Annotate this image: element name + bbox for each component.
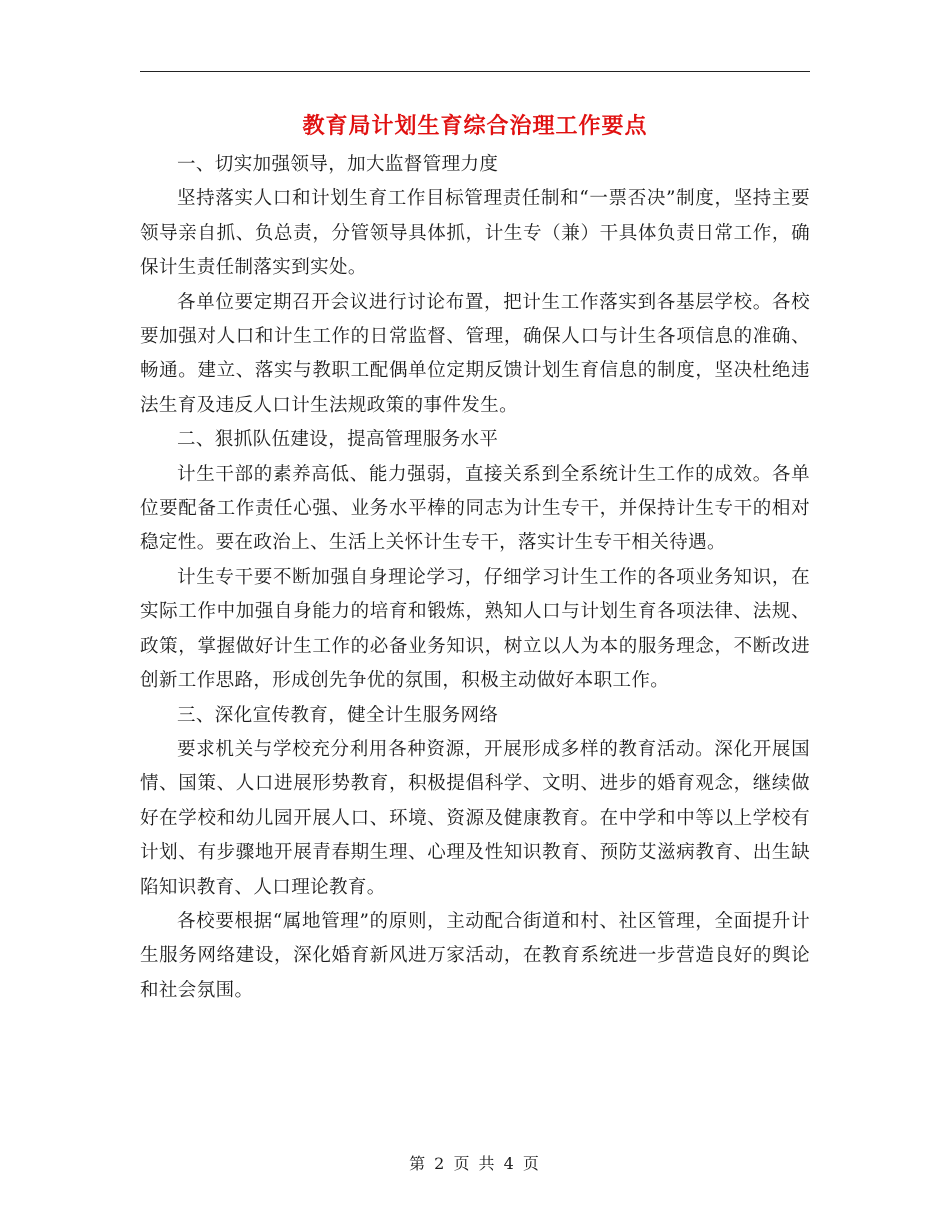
paragraph: 计生专干要不断加强自身理论学习，仔细学习计生工作的各项业务知识，在实际工作中加强自身能力的培育和锻炼，熟知人口与计划生育各项法律、法规、政策，掌握做好计生工作的必备业务知识，树立以人为本的服务理念，不断改进创新工作思路，形成创先争优的氛围，积极主动做好本职工作。 xyxy=(140,566,810,692)
paragraph: 要求机关与学校充分利用各种资源，开展形成多样的教育活动。深化开展国情、国策、人口进展形势教育，积极提倡科学、文明、进步的婚育观念，继续做好在学校和幼儿园开展人口、环境、资源及健康教育。在中学和中等以上学校有计划、有步骤地开展青春期生理、心理及性知识教育、预防艾滋病教育、出生缺陷知识教育、人口理论教育。 xyxy=(140,738,810,898)
paragraph: 坚持落实人口和计划生育工作目标管理责任制和“一票否决”制度，坚持主要领导亲自抓、负总责，分管领导具体抓，计生专（兼）干具体负责日常工作，确保计生责任制落实到实处。 xyxy=(140,188,810,279)
section-heading-2: 二、狠抓队伍建设，提高管理服务水平 xyxy=(177,429,499,451)
section-heading-3: 三、深化宣传教育，健全计生服务网络 xyxy=(177,704,499,726)
header-rule xyxy=(140,71,810,72)
document-body xyxy=(140,148,810,1008)
paragraph: 各单位要定期召开会议进行讨论布置，把计生工作落实到各基层学校。各校要加强对人口和计生工作的日常监督、管理，确保人口与计生各项信息的准确、畅通。建立、落实与教职工配偶单位定期反馈计划生育信息的制度，坚决杜绝违法生育及违反人口计生法规政策的事件发生。 xyxy=(140,291,810,416)
page-number: 第 2 页 共 4 页 xyxy=(409,1154,541,1173)
document-title: 教育局计划生育综合治理工作要点 xyxy=(302,113,648,139)
paragraph: 各校要根据“属地管理”的原则，主动配合街道和村、社区管理，全面提升计生服务网络建设，深化婚育新风进万家活动，在教育系统进一步营造良好的舆论和社会氛围。 xyxy=(140,910,810,1001)
paragraph: 计生干部的素养高低、能力强弱，直接关系到全系统计生工作的成效。各单位要配备工作责任心强、业务水平棒的同志为计生专干，并保持计生专干的相对稳定性。要在政治上、生活上关怀计生专干，落实计生专干相关待遇。 xyxy=(140,463,810,554)
section-heading-1: 一、切实加强领导，加大监督管理力度 xyxy=(177,154,499,175)
